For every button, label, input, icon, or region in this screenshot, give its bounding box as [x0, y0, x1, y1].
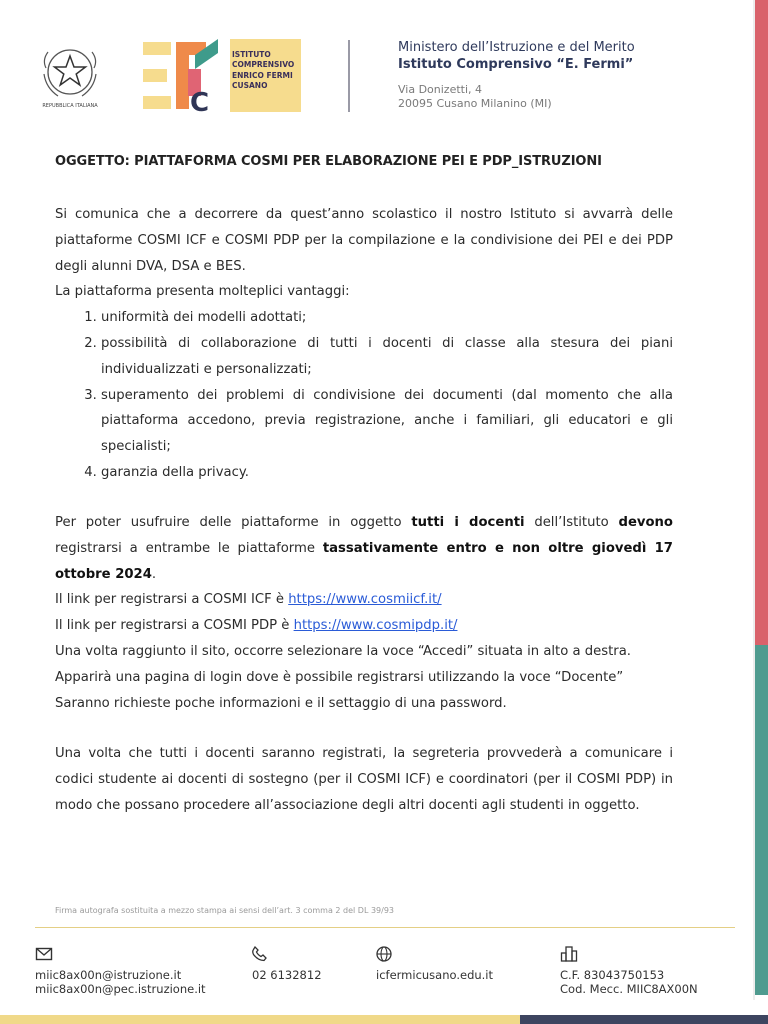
- republic-emblem-icon: [34, 38, 106, 110]
- footer-emails: [35, 968, 206, 996]
- list-item: 3. superamento dei problemi di condivisione dei documenti (dal momento che alla piattaforma accedono, previa registrazione, anche i familiari, gli educatori e gli specialisti;: [101, 383, 673, 460]
- address-city: 20095 Cusano Milanino (MI): [398, 97, 552, 110]
- instruction-line: Una volta raggiunto il sito, occorre selezionare la voce “Accedi” situata in alto a destra.: [55, 643, 631, 659]
- instruction-line: Saranno richieste poche informazioni e il settaggio di una password.: [55, 695, 507, 711]
- footer-divider: [35, 927, 735, 928]
- signature-note: Firma autografa sostituita a mezzo stampa ai sensi dell’art. 3 comma 2 del DL 39/93: [55, 906, 395, 915]
- website-link[interactable]: icfermicusano.edu.it: [376, 968, 494, 982]
- decorative-stripe-green: [755, 645, 768, 995]
- mail-icon: [35, 945, 53, 963]
- footer-bar-dark: [520, 1015, 768, 1024]
- footer-codes: [560, 968, 698, 996]
- intro-paragraph: Si comunica che a decorrere da quest’anno scolastico il nostro Istituto si avvarrà delle piattaforme COSMI ICF e COSMI PDP per la compilazione e la condivisione dei PEI e dei PDP degli alunni DVA, DSA e BES.: [55, 207, 673, 274]
- globe-icon: [375, 945, 393, 963]
- pdp-link-line: Il link per registrarsi a COSMI PDP è https://www.cosmipdp.it/: [55, 618, 458, 634]
- list-item: 4. garanzia della privacy.: [101, 460, 673, 486]
- phone-icon: [251, 945, 269, 963]
- advantages-intro: La piattaforma presenta molteplici vantaggi:: [55, 284, 350, 300]
- list-item: 1. uniformità dei modelli adottati;: [101, 305, 673, 331]
- closing-section: [55, 741, 673, 818]
- fiscal-code: C.F. 83043750153: [560, 968, 665, 982]
- decorative-stripe-red: [755, 0, 768, 645]
- registration-paragraph: Per poter usufruire delle piattaforme in oggetto tutti i docenti dell’Istituto devono registrarsi a entrambe le piattaforme tassativamente entro e non oltre giovedì 17 ottobre 2024.: [55, 515, 673, 582]
- pec-address[interactable]: miic8ax00n@pec.istruzione.it: [35, 982, 206, 996]
- address-street: Via Donizetti, 4: [398, 83, 483, 96]
- closing-paragraph: Una volta che tutti i docenti saranno registrati, la segreteria provvederà a comunicare i codici studente ai docenti di sostegno (per il COSMI ICF) e coordinatori (per il COSMI PDP) in modo che possano procedere all’associazione degli altri docenti agli studenti in oggetto.: [55, 746, 673, 813]
- list-item: 2. possibilità di collaborazione di tutti i docenti di classe alla stesura dei piani individualizzati e personalizzati;: [101, 331, 673, 383]
- header-divider: [348, 40, 350, 112]
- emblem-caption: REPUBBLICA ITALIANA: [42, 103, 98, 109]
- intro-section: [55, 202, 673, 486]
- institute-name: Istituto Comprensivo “E. Fermi”: [398, 57, 634, 72]
- registration-section: [55, 510, 673, 716]
- document-subject: OGGETTO: PIATTAFORMA COSMI PER ELABORAZIONE PEI E PDP_ISTRUZIONI: [55, 154, 602, 169]
- ministry-name: Ministero dell’Istruzione e del Merito: [398, 40, 635, 55]
- cosmi-pdp-link[interactable]: https://www.cosmipdp.it/: [293, 618, 458, 634]
- instruction-line: Apparirà una pagina di login dove è possibile registrarsi utilizzando la voce “Docente”: [55, 669, 624, 685]
- icf-link-line: Il link per registrarsi a COSMI ICF è https://www.cosmiicf.it/: [55, 592, 442, 608]
- mechanographic-code: Cod. Mecc. MIIC8AX00N: [560, 982, 698, 996]
- logo-text: ISTITUTO COMPRENSIVO ENRICO FERMI CUSANO: [232, 50, 295, 90]
- cosmi-icf-link[interactable]: https://www.cosmiicf.it/: [288, 592, 442, 608]
- phone-number[interactable]: 02 6132812: [252, 968, 322, 982]
- building-icon: [560, 945, 578, 963]
- logo-c-letter: C: [190, 88, 210, 112]
- email-address[interactable]: miic8ax00n@istruzione.it: [35, 968, 182, 982]
- footer-bar-yellow: [0, 1015, 520, 1024]
- advantages-list: [55, 305, 673, 486]
